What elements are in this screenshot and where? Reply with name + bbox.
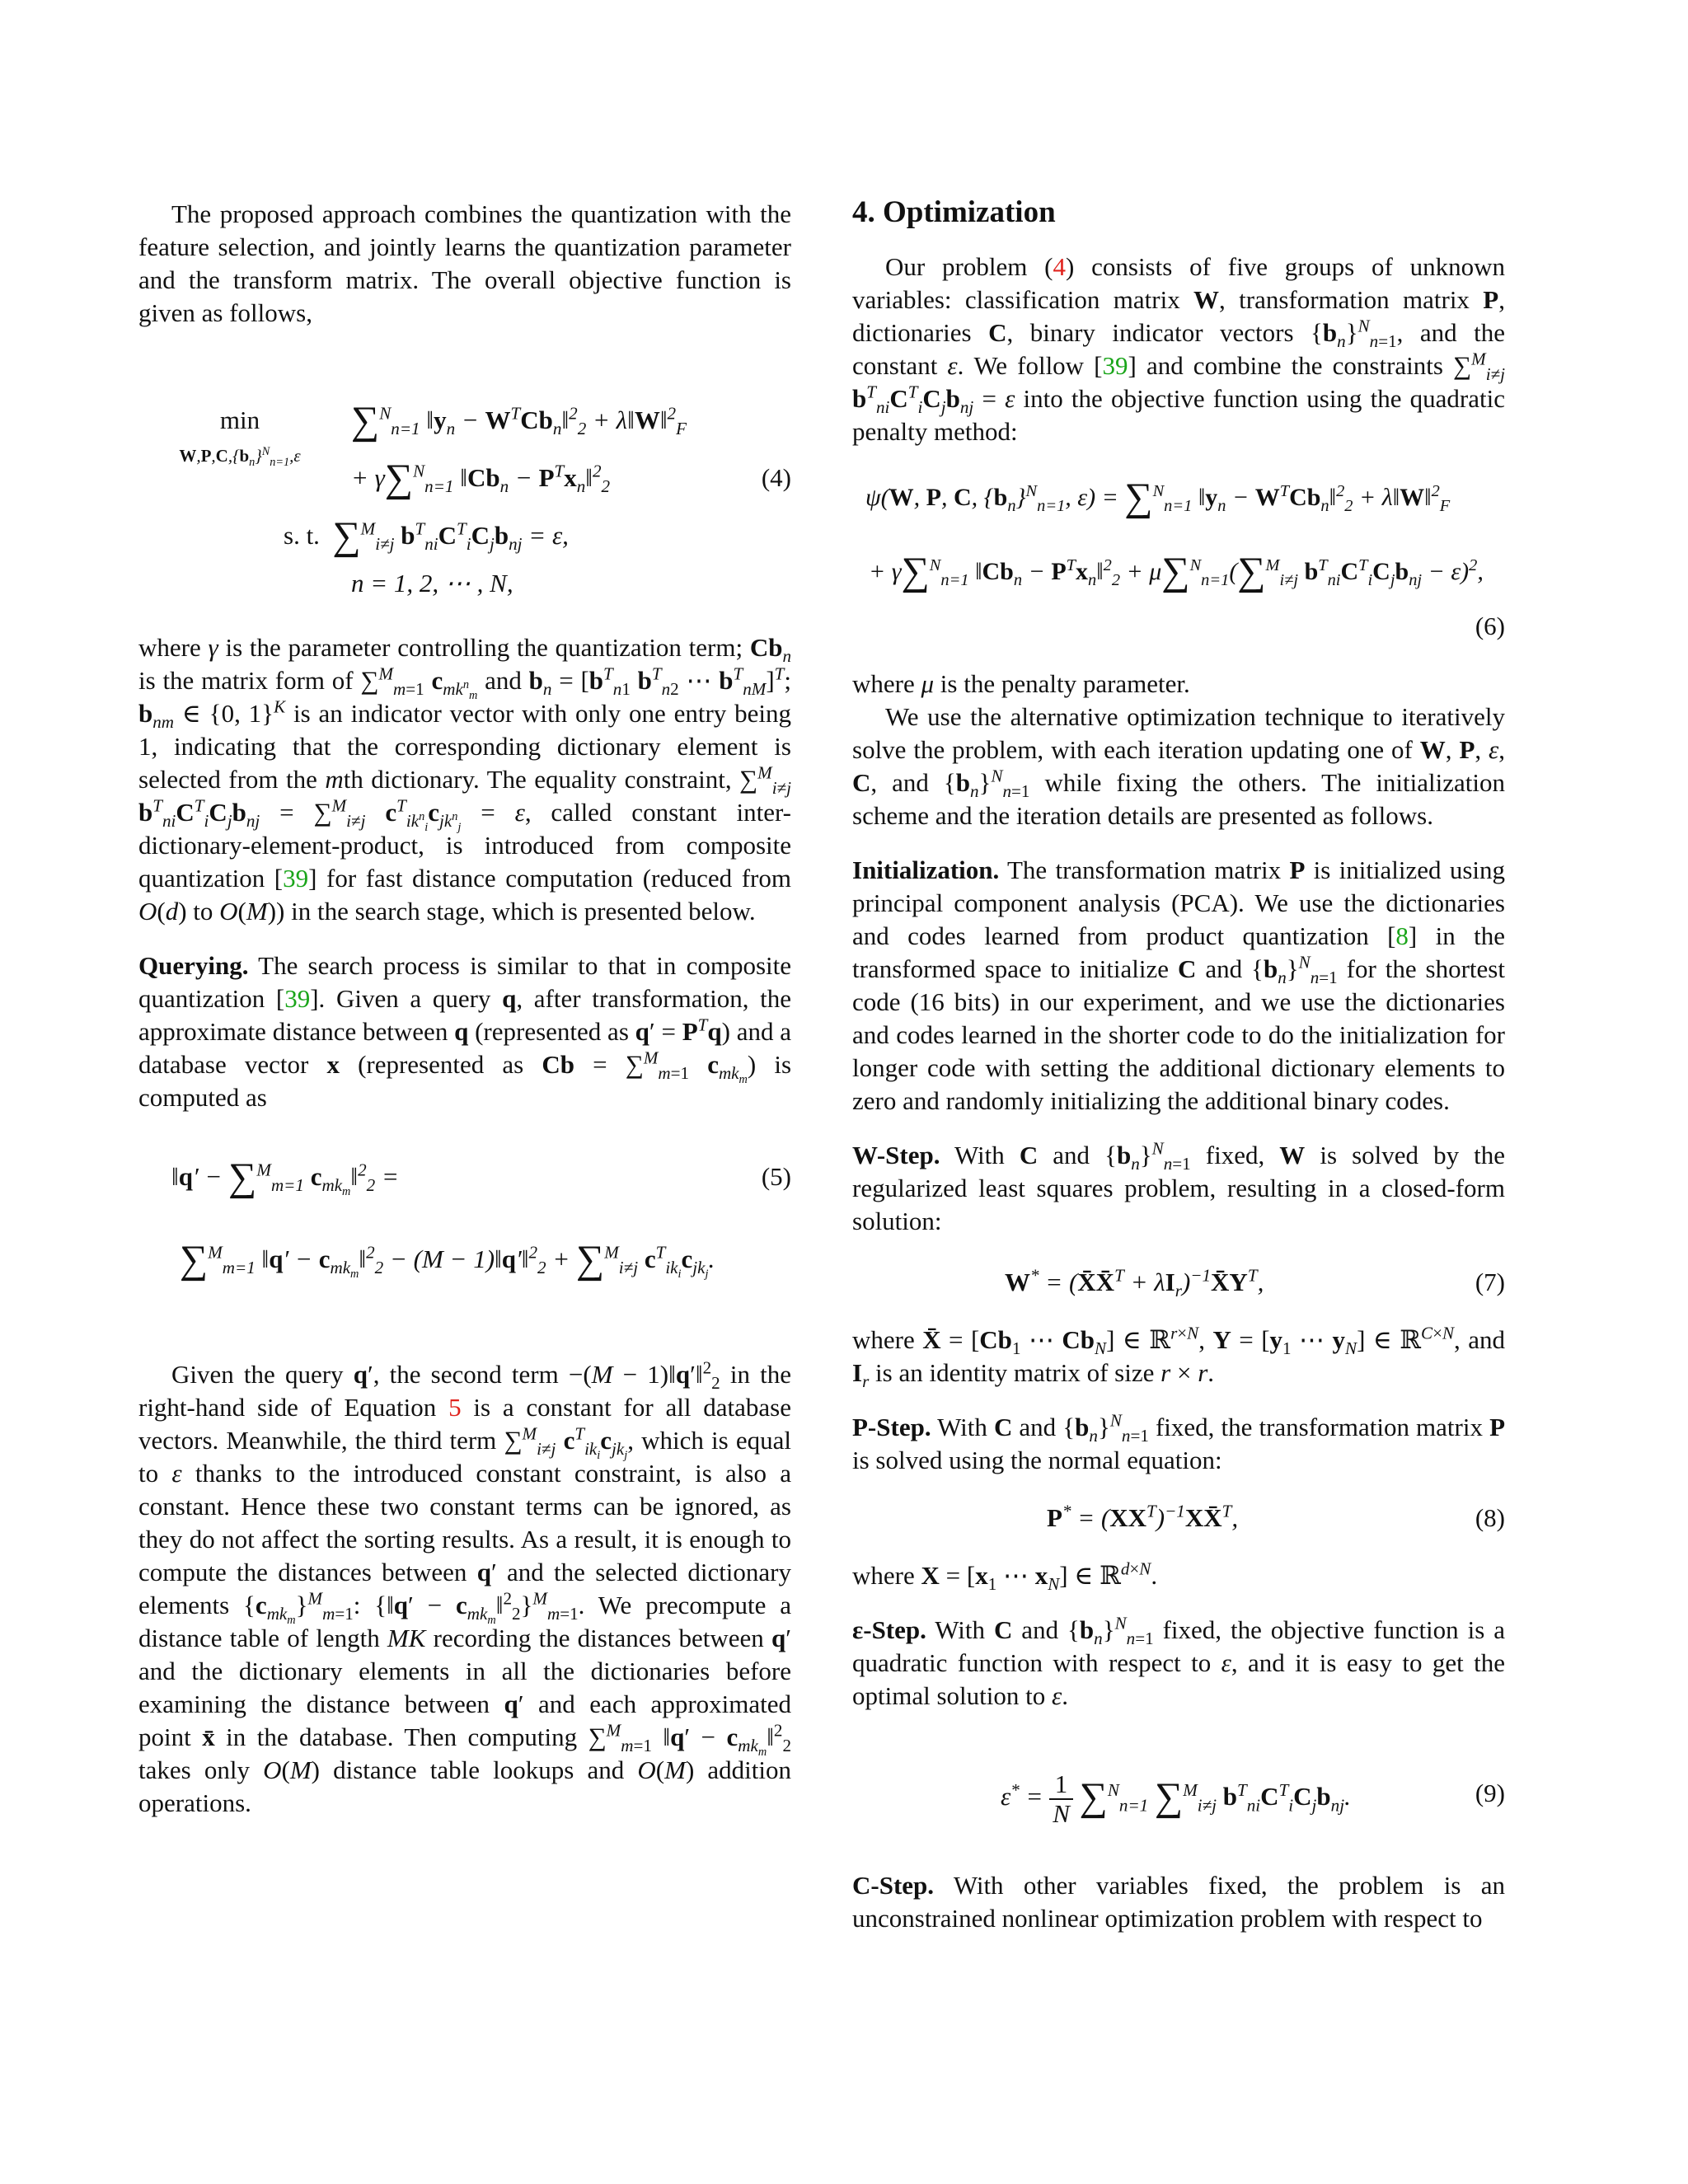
equation-8: $P^* = (XX^T)^{-1}XX̄^T$, (8) — [852, 1502, 1505, 1535]
run-in-heading: C-Step. — [852, 1871, 935, 1900]
run-in-heading: ε-Step. — [852, 1615, 926, 1644]
paragraph-epsilon-step: ε-Step. With C and $\{b_n\}^N_{n=1}$ fixed, the objective function is a quadratic function with respect to ε, and it is easy to get the optimal solution to ε. — [852, 1613, 1505, 1710]
paragraph: The proposed approach combines the quantization with the feature selection, and jointly learns the quantization parameter and the transform matrix. The overall objective function is given as follows, — [138, 199, 791, 327]
paragraph: where X̄ = [$Cb_1$ ⋯ $Cb_N$] ∈ ℝ$^{r\times N}$, $Y = [y_1$ ⋯ $y_N$] ∈ ℝ$^{C\times N}$, and $I_r$ is an identity matrix of size r × r. — [852, 1323, 1506, 1392]
run-in-heading: P-Step. — [852, 1413, 931, 1441]
equation-number: (9) — [1475, 1779, 1505, 1807]
equation-9: ε* = 1 N ∑$^N_{n=1}$ ∑$^M_{i\ne j}$ $b^T_{ni}C^T_iC_jb_{nj}$. (9) — [1001, 1769, 1505, 1828]
equation-number: (6) — [1475, 612, 1505, 640]
paragraph: where $X = [x_1$ ⋯ $x_N$] ∈ ℝ$^{d\times N}$. — [852, 1558, 1158, 1595]
paragraph-querying: Querying. The search process is similar to that in composite quantization [39]. Given a query q, after transformation, the approximate distance between q (represented as $q' = P^Tq$) and a database vector x (represented as Cb = ∑$^M_{m=1}$ $c_{mk_m}$) is computed as — [138, 951, 792, 1112]
run-in-heading: Initialization. — [852, 855, 1000, 884]
right-column — [852, 194, 1505, 1935]
section-title: 4. Optimization — [852, 195, 1056, 229]
run-in-heading: W-Step. — [852, 1141, 940, 1169]
c-step-text: With other variables fixed, the problem is an unconstrained nonlinear optimization problem with respect to — [852, 1871, 1505, 1933]
paragraph: where μ is the penalty parameter. — [852, 669, 1190, 698]
paragraph: We use the alternative optimization technique to iteratively solve the problem, with each iteration updating one of W, P, ε, C, and $\{b_n\}^N_{n=1}$ while fixing the others. The initialization scheme and the iteration details are presented as follows. — [852, 702, 1505, 830]
paragraph: Our problem (4) consists of five groups of unknown variables: classification matrix W, transformation matrix P, dictionaries C, binary indicator vectors $\{b_n\}^N_{n=1}$, and the constant ε. We follow [39] and combine the constraints ∑$^M_{i\ne j}$ $b^T_{ni}C^T_iC_jb_{nj} = \varepsilon$ into the objective function using the quadratic penalty method: — [852, 252, 1506, 446]
equation-number: (5) — [761, 1162, 791, 1191]
paragraph-initialization: Initialization. The transformation matrix P is initialized using principal component analysis (PCA). We use the dictionaries and codes learned from product quantization [8] in the transformed space to initialize C and $\{b_n\}^N_{n=1}$ for the shortest code (16 bits) in our experiment, and we use the dictionaries and codes learned in the shorter code to do the initialization for longer code with setting the additional dictionary elements to zero and randomly initializing the additional binary codes. — [852, 855, 1506, 1115]
equation-number: (4) — [761, 463, 791, 492]
equation-6: ψ(W, P, C, $\{b_n\}^N_{n=1}$, ε) = ∑$^N_{n=1}$ $‖y_n$ − $W^TCb_n‖^2_2$ + λ‖W‖$^2_F$ + γ∑$^N_{n=1}$ $‖Cb_n$ − $P^Tx_n‖^2_2 + \mu\sum^N_{n=1}(\sum^M_{i\ne j}$ $b^T_{ni}C^T_iC_jb_{nj} - \varepsilon)^2$, (6) — [852, 473, 1505, 646]
equation-4: min $W,P,C,\{b_n\}^N_{n=1},\varepsilon$ ∑$^N_{n=1}$ $‖y_n$ − $W^TCb_n‖^2_2$ + λ‖W‖$^2_F$ + γ∑$^N_{n=1}$ $‖Cb_n$ − $P^Tx_n‖^2_2$ (4) s. t. ∑$^M_{i\ne j}$ $b^T_{ni}C^T_iC_jb_{nj} = \varepsilon$, n = 1, 2, ⋯ , N, — [179, 399, 791, 598]
equation-number: (7) — [1475, 1268, 1505, 1296]
equation-7: W* = (X̄X̄$^T$ + $\lambda I_r)^{-1}X̄Y^T$, (7) — [1005, 1265, 1505, 1301]
paragraph-p-step: P-Step. With C and $\{b_n\}^N_{n=1}$ fixed, the transformation matrix P is solved using the normal equation: — [852, 1410, 1505, 1474]
paragraph-w-step: W-Step. With C and $\{b_n\}^N_{n=1}$ fixed, W is solved by the regularized least squares problem, resulting in a closed-form solution: — [852, 1138, 1506, 1235]
equation-5: ‖q′ − ∑$^M_{m=1}$ $c_{mk_m}‖^2_2$ = (5) ∑$^M_{m=1}$ ‖q′ − $c_{mk_m}‖^2_2 - (M$ − 1)‖q′‖$^2_2$ + ∑$^M_{i\ne j}$ $c^T_{ik_i}c_{jk_j}$. — [171, 1155, 791, 1282]
paragraph-c-step — [852, 1869, 1505, 1935]
equation-number: (8) — [1475, 1503, 1505, 1532]
paragraph: Given the query q′, the second term −(M − 1)‖q′‖$^2_2$ in the right-hand side of Equation 5 is a constant for all database vectors. Meanwhile, the third term ∑$^M_{i\ne j}$ $c^T_{ik_i}c_{jk_j}$, which is equal to ε thanks to the introduced constant constraint, is also a constant. Hence these two constant terms can be ignored, as they do not affect the sorting results. As a result, it is enough to compute the distances between q′ and the selected dictionary elements $\{c_{mk_m}\}^M_{m=1}$: {‖q′ − $c_{mk_m}‖^2_2\}^M_{m=1}$. We precompute a distance table of length MK recording the distances between q′ and the dictionary elements in all the dictionaries before examining the distance between q′ and each approximated point x̄ in the database. Then computing ∑$^M_{m=1}$ ‖q′ − $c_{mk_m}‖^2_2$ takes only O(M) distance table lookups and O(M) addition operations. — [138, 1357, 792, 1817]
paragraph: where γ is the parameter controlling the quantization term; $Cb_n$ is the matrix form of ∑$^M_{m=1}$ $c_{mk^n_m}$ and $b_n = [b^T_{n1}$ $b^T_{n2}$ ⋯ $b^T_{nM}]^T$; $b_{nm}$ ∈ {0, 1}$^K$ is an indicator vector with only one entry being 1, indicating that the corresponding dictionary element is selected from the mth dictionary. The equality constraint, ∑$^M_{i\ne j}$ $b^T_{ni}C^T_iC_jb_{nj} = \sum^M_{i\ne j}$ $c^T_{ik^n_i}c_{jk^n_j} = \varepsilon$, called constant inter-dictionary-element-product, is introduced from composite quantization [39] for fast distance computation (reduced from O(d) to O(M)) in the search stage, which is presented below. — [138, 633, 792, 926]
left-column — [138, 198, 791, 1820]
run-in-heading: Querying. — [138, 951, 249, 980]
